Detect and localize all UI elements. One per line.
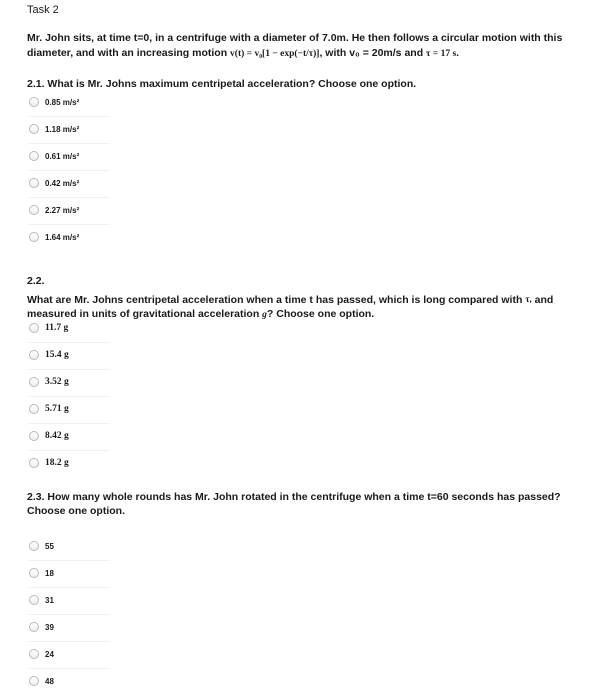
question-2-2-number: 2.2. xyxy=(27,275,45,287)
radio-button-icon[interactable] xyxy=(29,649,39,659)
radio-button-icon[interactable] xyxy=(29,431,39,441)
q2-option[interactable] xyxy=(29,401,69,417)
option-label: 1.18 m/s² xyxy=(45,124,80,134)
option-divider xyxy=(29,587,109,588)
radio-button-icon[interactable] xyxy=(29,232,39,242)
task-title: Task 2 xyxy=(27,4,59,16)
option-divider xyxy=(29,170,109,171)
option-label: 18.2 g xyxy=(45,458,69,468)
radio-button-icon[interactable] xyxy=(29,323,39,333)
intro-text-1: Mr. John sits, at time t=0, in a centrifuge with a diameter of 7.0m. He then follows a circular motion with this diameter, and with an increasing motion xyxy=(27,32,563,59)
question-2-3: 2.3. How many whole rounds has Mr. John rotated in the centrifuge when a time t=60 seconds has passed? Choose one option. xyxy=(27,491,561,517)
option-divider xyxy=(29,614,109,615)
question-2-2-text-c: ? Choose one option. xyxy=(266,308,375,320)
question-2-2-body xyxy=(27,292,582,322)
q2-option[interactable] xyxy=(29,428,69,444)
option-label: 31 xyxy=(45,595,54,605)
radio-button-icon[interactable] xyxy=(29,124,39,134)
radio-button-icon[interactable] xyxy=(29,350,39,360)
radio-button-icon[interactable] xyxy=(29,568,39,578)
q3-option[interactable] xyxy=(29,673,54,689)
option-divider xyxy=(29,224,109,225)
radio-button-icon[interactable] xyxy=(29,404,39,414)
option-label: 2.27 m/s² xyxy=(45,205,80,215)
radio-button-icon[interactable] xyxy=(29,541,39,551)
option-label: 11.7 g xyxy=(45,323,69,333)
option-label: 3.52 g xyxy=(45,377,69,387)
radio-button-icon[interactable] xyxy=(29,97,39,107)
radio-button-icon[interactable] xyxy=(29,151,39,161)
radio-button-icon[interactable] xyxy=(29,377,39,387)
option-label: 24 xyxy=(45,649,54,659)
q3-option[interactable] xyxy=(29,565,54,581)
q2-option[interactable] xyxy=(29,455,69,471)
radio-button-icon[interactable] xyxy=(29,458,39,468)
q1-option[interactable] xyxy=(29,121,79,137)
tau-formula: τ = 17 s xyxy=(426,49,457,59)
option-label: 48 xyxy=(45,676,54,686)
q3-option[interactable] xyxy=(29,538,54,554)
question-2-2 xyxy=(27,274,582,322)
g-symbol: g xyxy=(262,310,267,320)
q2-option[interactable] xyxy=(29,320,68,336)
option-divider xyxy=(29,143,109,144)
q3-option[interactable] xyxy=(29,619,54,635)
option-label: 55 xyxy=(45,541,54,551)
tau-symbol: τ, xyxy=(525,294,532,304)
question-2-2-text-a: What are Mr. Johns centripetal acceleration when a time t has passed, which is long compared with xyxy=(27,294,523,306)
option-divider xyxy=(29,116,109,117)
radio-button-icon[interactable] xyxy=(29,205,39,215)
option-divider xyxy=(29,668,109,669)
option-divider xyxy=(29,342,109,343)
option-label: 0.61 m/s² xyxy=(45,151,80,161)
option-label: 1.64 m/s² xyxy=(45,232,80,242)
option-label: 5.71 g xyxy=(45,404,69,414)
option-label: 18 xyxy=(45,568,54,578)
q3-option[interactable] xyxy=(29,646,54,662)
option-divider xyxy=(29,450,109,451)
option-divider xyxy=(29,369,109,370)
option-divider xyxy=(29,197,109,198)
q2-option[interactable] xyxy=(29,347,69,363)
q3-option[interactable] xyxy=(29,592,54,608)
velocity-formula: v(t) = v₀[1 − exp(−t/τ)] xyxy=(230,49,320,59)
question-2-1: 2.1. What is Mr. Johns maximum centripetal acceleration? Choose one option. xyxy=(27,78,417,90)
option-divider xyxy=(29,641,109,642)
radio-button-icon[interactable] xyxy=(29,622,39,632)
option-label: 15.4 g xyxy=(45,350,69,360)
option-divider xyxy=(29,560,109,561)
intro-text-2: , with v₀ = 20m/s and xyxy=(319,47,424,59)
option-label: 8.42 g xyxy=(45,431,69,441)
q2-option[interactable] xyxy=(29,374,69,390)
radio-button-icon[interactable] xyxy=(29,676,39,686)
option-label: 39 xyxy=(45,622,54,632)
q1-option[interactable] xyxy=(29,148,79,164)
q1-option[interactable] xyxy=(29,94,79,110)
option-divider xyxy=(29,423,109,424)
option-label: 0.85 m/s² xyxy=(45,97,80,107)
q1-option[interactable] xyxy=(29,202,79,218)
radio-button-icon[interactable] xyxy=(29,178,39,188)
q1-option[interactable] xyxy=(29,229,79,245)
option-label: 0.42 m/s² xyxy=(45,178,80,188)
q1-option[interactable] xyxy=(29,175,79,191)
question-2-2-text-b: and measured in units of gravitational acceleration xyxy=(27,294,554,320)
radio-button-icon[interactable] xyxy=(29,595,39,605)
option-divider xyxy=(29,396,109,397)
intro-text-3: . xyxy=(456,47,460,59)
task-intro xyxy=(27,31,587,62)
